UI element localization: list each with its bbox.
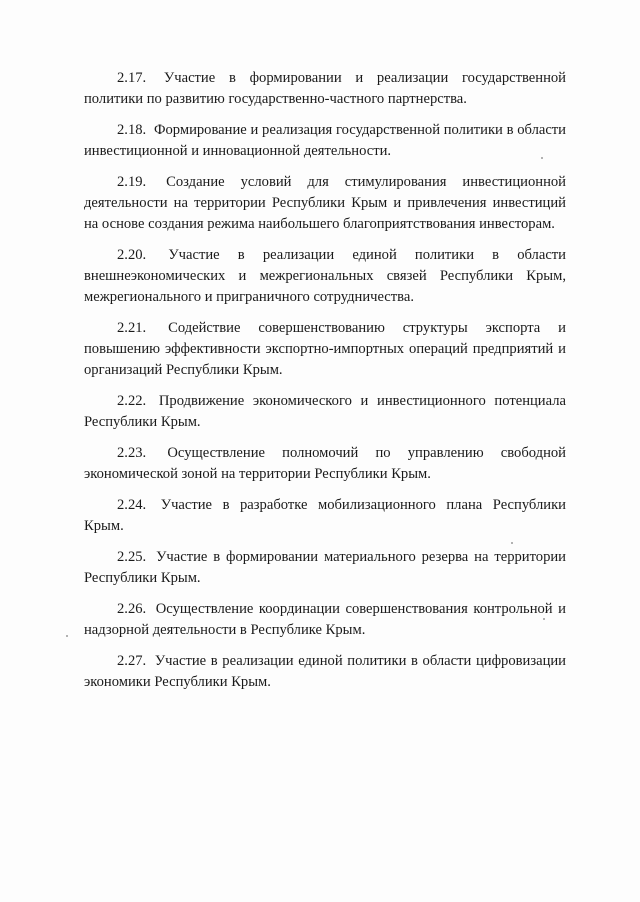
- clause-2-27: [84, 651, 566, 693]
- clause-2-19: [84, 172, 566, 235]
- clause-number: 2.24.: [117, 497, 147, 513]
- clause-text: Участие в разработке мобилизационного плана Республики Крым.: [84, 497, 566, 534]
- clause-text: Участие в формировании и реализации государственной политики по развитию государственно-частного партнерства.: [84, 70, 566, 107]
- clause-number: 2.17.: [117, 70, 147, 86]
- clause-text: Содействие совершенствованию структуры экспорта и повышению эффективности экспортно-импортных операций предприятий и организаций Республики Крым.: [84, 320, 566, 378]
- clause-2-21: [84, 318, 566, 381]
- clause-text: Создание условий для стимулирования инвестиционной деятельности на территории Республики Крым и привлечения инвестиций на основе создания режима наибольшего благоприятствования инвесторам.: [84, 174, 566, 232]
- clause-number: 2.19.: [117, 174, 147, 190]
- clause-number: 2.23.: [117, 445, 147, 461]
- clause-text: Участие в реализации единой политики в области внешнеэкономических и межрегиональных связей Республики Крым, межрегионального и приграничного сотрудничества.: [84, 247, 566, 305]
- clause-text: Формирование и реализация государственной политики в области инвестиционной и инновационной деятельности.: [84, 122, 566, 159]
- clause-number: 2.27.: [117, 653, 147, 669]
- document-body: [84, 68, 566, 703]
- clause-number: 2.20.: [117, 247, 147, 263]
- scan-speck: [66, 635, 68, 637]
- clause-text: Осуществление координации совершенствования контрольной и надзорной деятельности в Республике Крым.: [84, 601, 566, 638]
- clause-2-20: [84, 245, 566, 308]
- clause-2-22: [84, 391, 566, 433]
- clause-number: 2.22.: [117, 393, 147, 409]
- clause-number: 2.18.: [117, 122, 147, 138]
- clause-2-25: [84, 547, 566, 589]
- clause-2-18: [84, 120, 566, 162]
- clause-text: Продвижение экономического и инвестиционного потенциала Республики Крым.: [84, 393, 566, 430]
- clause-number: 2.25.: [117, 549, 147, 565]
- scan-speck: [541, 157, 543, 159]
- clause-text: Осуществление полномочий по управлению свободной экономической зоной на территории Республики Крым.: [84, 445, 566, 482]
- clause-2-17: [84, 68, 566, 110]
- scan-speck: [543, 618, 545, 620]
- clause-text: Участие в реализации единой политики в области цифровизации экономики Республики Крым.: [84, 653, 566, 690]
- scan-speck: [511, 542, 513, 544]
- clause-number: 2.26.: [117, 601, 147, 617]
- clause-2-24: [84, 495, 566, 537]
- clause-number: 2.21.: [117, 320, 147, 336]
- clause-2-23: [84, 443, 566, 485]
- clause-text: Участие в формировании материального резерва на территории Республики Крым.: [84, 549, 566, 586]
- clause-2-26: [84, 599, 566, 641]
